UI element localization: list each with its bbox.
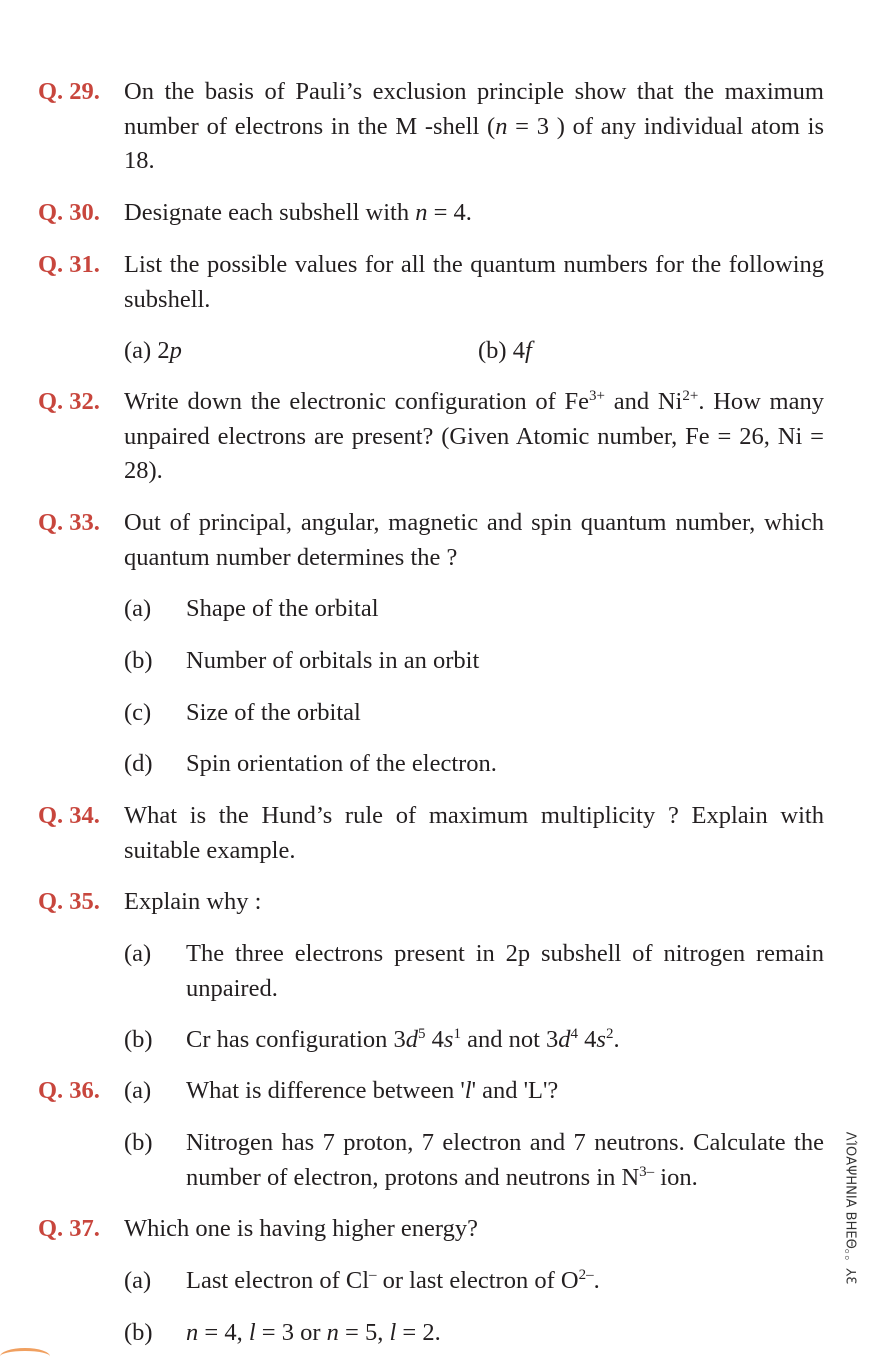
question-35 — [38, 885, 824, 920]
question-text: Write down the electronic configuration of $Fe^{3+}$ and $Ni^{2+}$. How many unpaired electrons are present? (Given Atomic number, Fe = 26, Ni = 28). — [124, 388, 824, 484]
option-a: (a) 2p — [124, 337, 182, 364]
question-number: Q. 33. — [38, 509, 100, 536]
question-text: Explain why : — [124, 888, 262, 915]
option-b: (b) Cr has configuration $3d^5$ $4s^1$ and not $3d^4$ $4s^2$. — [124, 1026, 620, 1053]
question-number: Q. 36. — [38, 1077, 100, 1104]
option-b: (b) n = 4, l = 3 or n = 5, l = 2. — [124, 1319, 441, 1346]
option-b: (b) Number of orbitals in an orbit — [124, 647, 480, 674]
option-a: (a) Last electron of Cl– or last electron of $O^{2-}$. — [124, 1267, 600, 1294]
question-text: On the basis of Pauli’s exclusion principle show that the maximum number of electrons in the M -shell (n = 3 ) of any individual atom is 18. — [124, 78, 824, 174]
question-number: Q. 29. — [38, 78, 100, 105]
option-a: (a) What is difference between 'l' and 'L'? — [124, 1077, 559, 1104]
option-b: (b) Nitrogen has 7 proton, 7 electron and 7 neutrons. Calculate the number of electron, protons and neutrons in $N^{3-}$ ion. — [124, 1129, 824, 1191]
question-number: Q. 37. — [38, 1215, 100, 1242]
question-31 — [38, 248, 824, 317]
option-a: (a) The three electrons present in 2p subshell of nitrogen remain unpaired. — [124, 940, 824, 1002]
question-text: Out of principal, angular, magnetic and spin quantum number, which quantum number determines the ? — [124, 509, 824, 571]
question-32 — [38, 385, 824, 489]
question-text: Designate each subshell with n = 4. — [124, 199, 472, 226]
question-number: Q. 35. — [38, 888, 100, 915]
question-number: Q. 31. — [38, 251, 100, 278]
side-watermark: ΛΊΟΑΨΗΝΙΑ ΒΗΕΘ。。⅄Ɛ — [842, 1131, 858, 1285]
option-c: (c) Size of the orbital — [124, 699, 361, 726]
question-text: What is the Hund’s rule of maximum multiplicity ? Explain with suitable example. — [124, 802, 824, 864]
question-number: Q. 30. — [38, 199, 100, 226]
question-37 — [38, 1212, 824, 1247]
option-a: (a) Shape of the orbital — [124, 595, 379, 622]
question-number: Q. 34. — [38, 802, 100, 829]
question-34 — [38, 799, 824, 868]
question-text: Which one is having higher energy? — [124, 1215, 479, 1242]
option-d: (d) Spin orientation of the electron. — [124, 750, 497, 777]
question-number: Q. 32. — [38, 388, 100, 415]
question-33 — [38, 506, 824, 575]
question-29 — [38, 75, 824, 179]
question-text: List the possible values for all the quantum numbers for the following subshell. — [124, 251, 824, 313]
corner-decoration — [0, 1348, 50, 1365]
option-b: (b) 4f — [478, 337, 532, 364]
question-30 — [38, 196, 824, 231]
